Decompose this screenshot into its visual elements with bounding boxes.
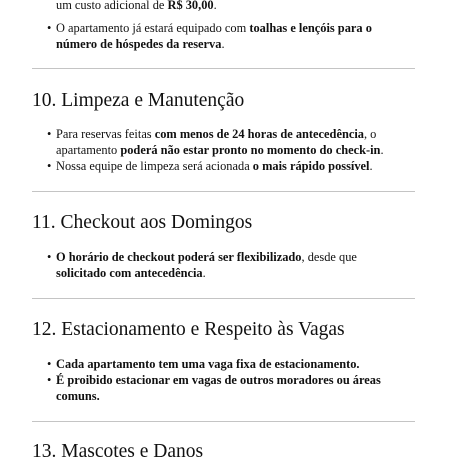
intro-text: um custo adicional de [56, 0, 168, 12]
bullet-icon: • [47, 250, 52, 264]
intro-price: R$ 30,00 [167, 0, 214, 12]
section-heading-limpeza: 10. Limpeza e Manutenção [32, 90, 245, 111]
bullet-icon: • [47, 21, 52, 35]
bullet-icon: • [47, 159, 52, 173]
section-heading-next: 13. Mascotes e Danos [32, 441, 204, 462]
list-item-reservas: • Para reservas feitas com menos de 24 horas de antecedência, o apartamento poderá não estar pronto no momento do check-in. [47, 127, 384, 157]
section-divider [32, 191, 415, 192]
section-divider [32, 68, 415, 69]
list-item-proibido: • É proibido estacionar em vagas de outros moradores ou áreas comuns. [47, 373, 381, 403]
intro-continuation: um custo adicional de R$ 30,00. [56, 0, 217, 12]
list-item-towels: • O apartamento já estará equipado com toalhas e lençóis para o número de hóspedes da reserva. [47, 21, 372, 51]
section-heading-estacionamento: 12. Estacionamento e Respeito às Vagas [32, 319, 345, 340]
list-item-checkout: • O horário de checkout poderá ser flexibilizado, desde que solicitado com antecedência. [47, 250, 357, 280]
bullet-icon: • [47, 127, 52, 141]
section-divider [32, 421, 415, 422]
section-heading-checkout: 11. Checkout aos Domingos [32, 212, 253, 233]
list-item-vaga-fixa: • Cada apartamento tem uma vaga fixa de estacionamento. [47, 357, 360, 371]
section-divider [32, 298, 415, 299]
bullet-icon: • [47, 373, 52, 387]
bullet-icon: • [47, 357, 52, 371]
list-item-equipe-limpeza: • Nossa equipe de limpeza será acionada o mais rápido possível. [47, 159, 373, 173]
